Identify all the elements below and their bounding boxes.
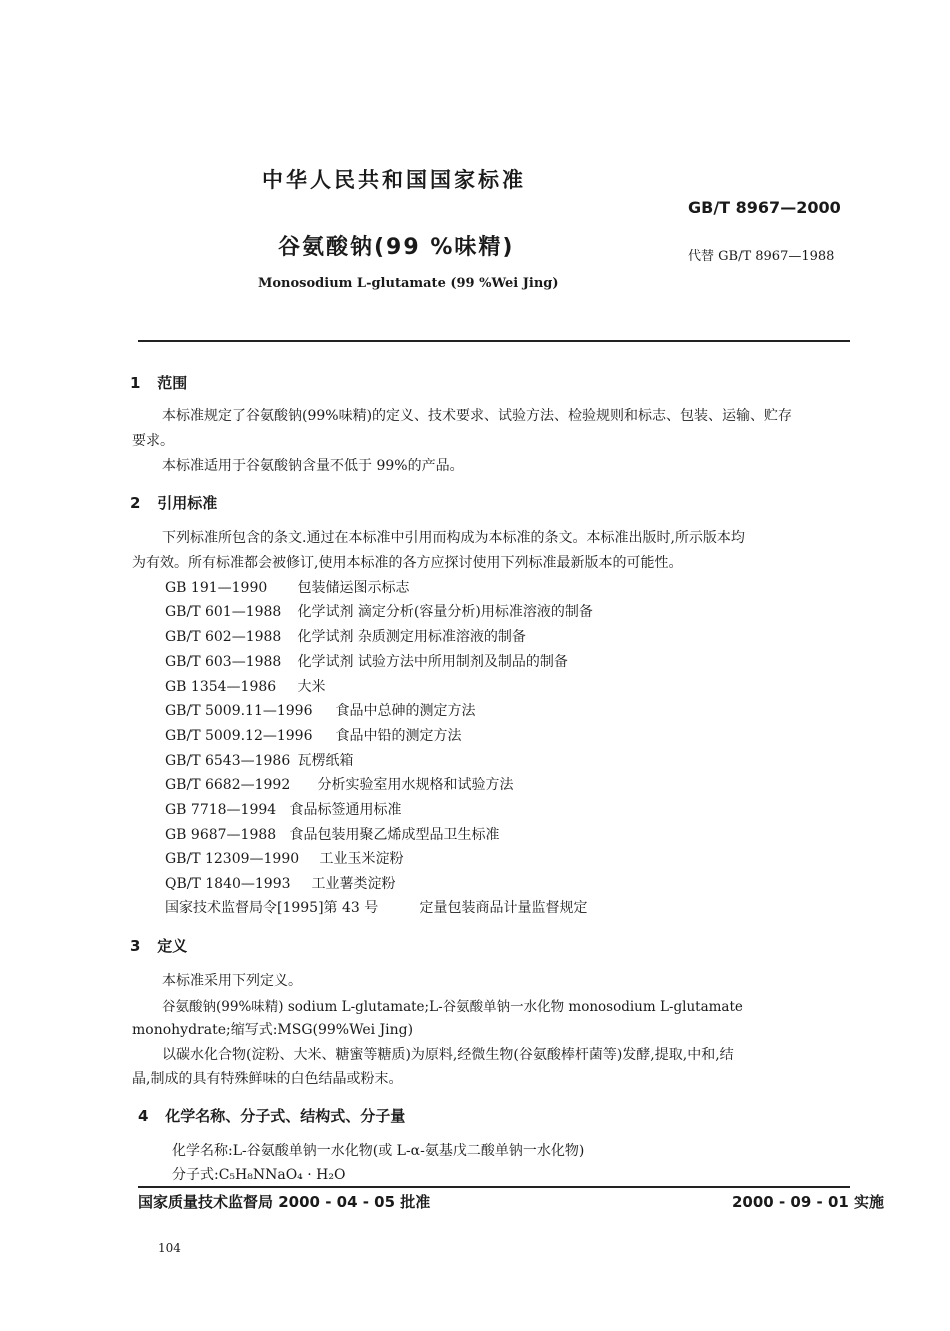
reference-code: GB 1354—1986: [165, 679, 277, 695]
reference-name: 分析实验室用水规格和试验方法: [317, 777, 514, 793]
standard-code: GB/T 8967—2000: [688, 198, 841, 217]
section-1-heading: [130, 372, 187, 393]
reference-name: 包装储运图示标志: [297, 580, 410, 596]
reference-name: 食品中铅的测定方法: [335, 728, 462, 744]
s3-paragraph-3-line-2: 晶,制成的具有特殊鲜味的白色结晶或粉末。: [132, 1071, 403, 1087]
reference-code: 国家技术监督局令[1995]第 43 号: [165, 900, 379, 916]
footer-divider: [138, 1186, 850, 1188]
section-2-heading: [130, 492, 217, 513]
national-standard-heading: 中华人民共和国国家标准: [262, 168, 526, 192]
replaces-standard: 代替 GB/T 8967—1988: [688, 249, 835, 264]
reference-item: [165, 626, 526, 646]
reference-code: GB/T 6543—1986: [165, 753, 291, 769]
s3-paragraph-2-line-1: 谷氨酸钠(99%味精) sodium L-glutamate;L-谷氨酸单钠一水化物 monosodium L-glutamate: [162, 999, 743, 1015]
s3-paragraph-2-line-2: monohydrate;缩写式:MSG(99%Wei Jing): [132, 1022, 414, 1038]
reference-item: [165, 601, 593, 621]
reference-name: 工业薯类淀粉: [311, 876, 396, 892]
effective-date: 2000 - 09 - 01 实施: [732, 1193, 885, 1211]
reference-code: GB 7718—1994: [165, 802, 277, 818]
reference-code: GB 9687—1988: [165, 827, 277, 843]
s1-paragraph-1-line-1: 本标准规定了谷氨酸钠(99%味精)的定义、技术要求、试验方法、检验规则和标志、包装、运输、贮存: [162, 408, 793, 424]
section-number: 1: [130, 374, 141, 392]
reference-name: 食品中总砷的测定方法: [335, 703, 476, 719]
reference-code: GB/T 5009.12—1996: [165, 728, 313, 744]
reference-code: GB/T 6682—1992: [165, 777, 291, 793]
reference-name: 化学试剂 试验方法中所用制剂及制品的制备: [297, 654, 568, 670]
reference-name: 工业玉米淀粉: [319, 851, 404, 867]
reference-code: QB/T 1840—1993: [165, 876, 291, 892]
reference-item: [165, 873, 395, 893]
reference-code: GB/T 603—1988: [165, 654, 282, 670]
reference-code: GB/T 5009.11—1996: [165, 703, 313, 719]
reference-item: [165, 676, 325, 696]
reference-code: GB 191—1990: [165, 580, 268, 596]
reference-item: [165, 897, 587, 917]
english-title: Monosodium L-glutamate (99 %Wei Jing): [258, 276, 559, 291]
reference-item: [165, 774, 513, 794]
section-number: 4: [138, 1107, 149, 1125]
s2-paragraph-line-2: 为有效。所有标准都会被修订,使用本标准的各方应探讨使用下列标准最新版本的可能性。: [132, 555, 683, 571]
reference-name: 化学试剂 滴定分析(容量分析)用标准溶液的制备: [297, 604, 593, 620]
reference-item: [165, 725, 461, 745]
reference-item: [165, 799, 401, 819]
reference-name: 瓦楞纸箱: [297, 753, 354, 769]
s3-paragraph-1: 本标准采用下列定义。: [162, 973, 302, 989]
section-title: 范围: [157, 374, 188, 392]
approval-date: 国家质量技术监督局 2000 - 04 - 05 批准: [138, 1193, 431, 1211]
header-divider: [138, 340, 850, 342]
section-number: 3: [130, 937, 141, 955]
reference-name: 大米: [297, 679, 326, 695]
reference-item: [165, 824, 499, 844]
reference-item: [165, 750, 353, 770]
s2-paragraph-line-1: 下列标准所包含的条文.通过在本标准中引用而构成为本标准的条文。本标准出版时,所示版本均: [162, 530, 745, 546]
reference-code: GB/T 601—1988: [165, 604, 282, 620]
reference-item: [165, 848, 403, 868]
section-title: 化学名称、分子式、结构式、分子量: [165, 1107, 406, 1125]
reference-item: [165, 577, 409, 597]
s1-paragraph-1-line-2: 要求。: [132, 433, 174, 449]
section-4-heading: [138, 1105, 405, 1126]
reference-name: 食品标签通用标准: [289, 802, 402, 818]
section-title: 引用标准: [157, 494, 218, 512]
document-title: 谷氨酸钠(99 %味精): [278, 235, 515, 260]
page-number: 104: [158, 1241, 181, 1255]
reference-name: 化学试剂 杂质测定用标准溶液的制备: [297, 629, 526, 645]
chemical-name: 化学名称:L-谷氨酸单钠一水化物(或 L-α-氨基戊二酸单钠一水化物): [172, 1143, 585, 1159]
reference-code: GB/T 602—1988: [165, 629, 282, 645]
section-title: 定义: [157, 937, 188, 955]
reference-item: [165, 700, 475, 720]
s3-paragraph-3-line-1: 以碳水化合物(淀粉、大米、糖蜜等糖质)为原料,经微生物(谷氨酸棒杆菌等)发酵,提取,中和,结: [162, 1047, 734, 1063]
s1-paragraph-2: 本标准适用于谷氨酸钠含量不低于 99%的产品。: [162, 458, 464, 474]
reference-name: 定量包装商品计量监督规定: [419, 900, 588, 916]
section-number: 2: [130, 494, 141, 512]
reference-code: GB/T 12309—1990: [165, 851, 300, 867]
reference-name: 食品包装用聚乙烯成型品卫生标准: [289, 827, 500, 843]
section-3-heading: [130, 935, 187, 956]
reference-item: [165, 651, 568, 671]
molecular-formula: 分子式:C₅H₈NNaO₄ · H₂O: [172, 1167, 346, 1183]
